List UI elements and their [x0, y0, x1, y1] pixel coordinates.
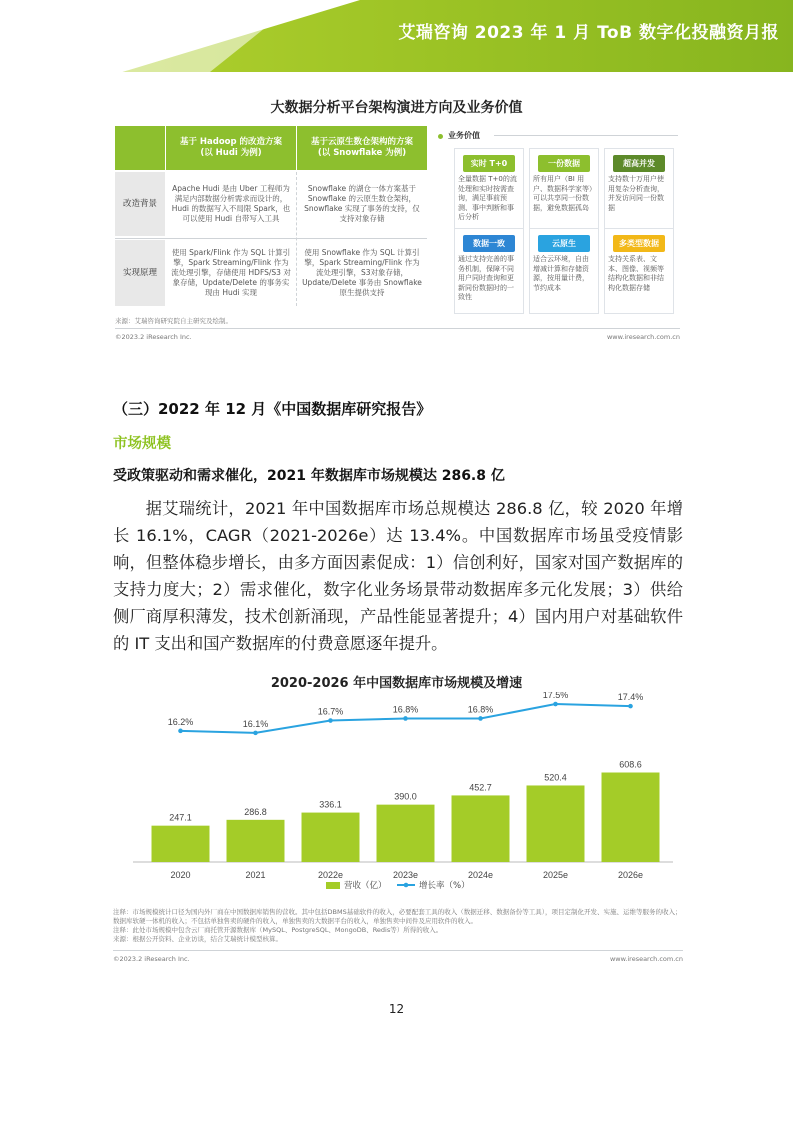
figure-source: 来源：艾瑞咨询研究院自主研究及绘制。 [115, 317, 232, 325]
line-point [403, 716, 408, 721]
value-card [604, 228, 674, 314]
value-card [454, 148, 524, 234]
bar [227, 820, 285, 862]
line-value-label: 16.1% [242, 718, 269, 729]
figure-title: 大数据分析平台架构演进方向及业务价值 [270, 100, 523, 116]
chart-title: 2020-2026 年中国数据库市场规模及增速 [270, 676, 523, 691]
chart-source: 来源：根据公开资料、企业访谈，结合艾瑞统计模型核算。 [113, 935, 282, 943]
x-tick-label: 2021 [245, 870, 266, 880]
x-tick-label: 2024e [467, 870, 494, 880]
section-heading: （三）2022 年 12 月《中国数据库研究报告》 [113, 400, 432, 418]
value-card [604, 148, 674, 234]
legend-line-label: 增长率（%） [419, 881, 470, 891]
divider [115, 328, 680, 329]
legend-bar-label: 营收（亿） [344, 881, 387, 891]
table-cell: 使用 Snowflake 作为 SQL 计算引擎，Spark Streaming/Flink 作为流处理引擎，S3对象存储，Update/Delete 事务由 Snowflake 原生提供支持 [302, 248, 422, 297]
value-card [454, 228, 524, 314]
subsection-heading: 市场规模 [113, 436, 171, 452]
value-card-text: 适合云环境，自由增减计算和存储资源，按用量计费，节约成本 [533, 255, 589, 292]
value-card-text: 全量数据 T+0的流处理和实时按需查询，满足事前预测、事中判断和事后分析 [458, 175, 517, 221]
col-head-snowflake: 基于云原生数仓架构的方案 (以 Snowflake 为例) [297, 126, 427, 170]
market-size-chart [113, 692, 683, 897]
value-card-title: 超高并发 [613, 155, 665, 172]
x-tick-label: 2026e [617, 870, 644, 880]
bar-value-label: 520.4 [544, 772, 567, 783]
chart-copyright: ©2023.2 iResearch Inc. [113, 955, 190, 963]
legend-line-marker [404, 883, 409, 888]
bar-value-label: 390.0 [394, 791, 417, 802]
bar [602, 773, 660, 863]
line-value-label: 16.8% [467, 704, 494, 715]
x-tick-label: 2023e [392, 870, 419, 880]
x-tick-label: 2022e [317, 870, 344, 880]
table-cell: Apache Hudi 是由 Uber 工程师为满足内部数据分析需求而设计的，Hudi 的数据写入不局限 Spark，也可以使用 Hudi 自带写入工具 [171, 184, 291, 223]
row-label: 改造背景 [115, 172, 165, 236]
line-value-label: 16.7% [317, 706, 344, 717]
business-value-label: 业务价值 [448, 131, 480, 140]
line-point [478, 716, 483, 721]
divider [113, 950, 683, 951]
bar-value-label: 336.1 [319, 799, 342, 810]
x-tick-label: 2025e [542, 870, 569, 880]
chart-notes [113, 908, 683, 944]
table-cell: 使用 Spark/Flink 作为 SQL 计算引擎，Spark Streaming/Flink 作为流处理引擎，存储使用 HDFS/S3 对象存储，Update/Delete 的事务实现由 Hudi 实现 [171, 248, 291, 297]
line-point [553, 702, 558, 707]
page-number: 12 [388, 1002, 405, 1016]
bar [527, 785, 585, 862]
bar-value-label: 286.8 [244, 806, 267, 817]
bar [302, 813, 360, 862]
figure-copyright: ©2023.2 iResearch Inc. [115, 333, 192, 341]
line-point [178, 729, 183, 734]
legend-bar-swatch [326, 882, 340, 889]
report-title: 艾瑞咨询 2023 年 1 月 ToB 数字化投融资月报 [398, 23, 779, 43]
value-card [529, 148, 599, 234]
bar-value-label: 452.7 [469, 782, 492, 793]
value-card-title: 一份数据 [538, 155, 590, 172]
bullet-dot [438, 134, 443, 139]
figure-website: www.iresearch.com.cn [606, 333, 680, 341]
row-label: 实现原理 [115, 240, 165, 306]
line-value-label: 16.2% [167, 716, 194, 727]
col-head-hadoop: 基于 Hadoop 的改造方案 (以 Hudi 为例) [166, 126, 296, 170]
value-card-text: 支持关系表、文本、图像、视频等结构化数据和非结构化数据存储 [608, 255, 664, 292]
business-value-panel [438, 128, 678, 314]
line-point [328, 718, 333, 723]
divider [296, 172, 298, 306]
line-value-label: 17.5% [542, 692, 569, 701]
chart-note: 注释：市场规模统计口径为国内外厂商在中国数据库销售的营收。其中包括DBMS基础软件的收入，必要配套工具的收入（数据迁移、数据备份等工具），项目定制化开发、实施、运维等服务的收入；数据库软硬一体机的收入；不包括单独售卖的硬件的收入，单独售卖的大数据平台的收入，单独售卖中间件及应用软件的收入。 [113, 908, 682, 925]
line-value-label: 16.8% [392, 704, 419, 715]
bar [377, 805, 435, 862]
bar [452, 795, 510, 862]
chart-note: 注释：此处市场规模中包含云厂商托管开源数据库（MySQL、PostgreSQL、MongoDB、Redis等）所得的收入。 [113, 926, 443, 934]
line-point [253, 731, 258, 736]
line-point [628, 704, 633, 709]
bar-value-label: 608.6 [619, 759, 642, 770]
value-card-title: 云原生 [538, 235, 590, 252]
value-card-text: 通过支持完善的事务机制，保障不同用户同时查询和更新同份数据时的一致性 [458, 255, 514, 301]
subsection-title: 受政策驱动和需求催化，2021 年数据库市场规模达 286.8 亿 [113, 468, 505, 484]
divider [115, 238, 427, 239]
value-card-text: 所有用户（BI 用户、数据科学家等）可以共享同一份数据，避免数据孤岛 [533, 175, 593, 212]
chart-website: www.iresearch.com.cn [609, 955, 683, 963]
line-value-label: 17.4% [617, 692, 644, 703]
value-card [529, 228, 599, 314]
value-card-title: 数据一致 [463, 235, 515, 252]
bar-value-label: 247.1 [169, 812, 192, 823]
bar [152, 826, 210, 862]
body-paragraph: 据艾瑞统计，2021 年中国数据库市场总规模达 286.8 亿，较 2020 年增长 16.1%，CAGR（2021-2026e）达 13.4%。中国数据库市场虽受疫情影响，但整体稳步增长，由多方面因素促成：1）信创利好，国家对国产数据库的支持力度大；2）需求催化，数字化业务场景带动数据库多元化发展；3）供给侧厂商厚积薄发，技术创新涌现，产品性能显著提升；4）国内用户对基础软件的 IT 支出和国产数据库的付费意愿逐年提升。 [113, 499, 683, 653]
architecture-table [115, 126, 427, 306]
value-card-text: 支持数十万用户使用复杂分析查询，并发访问同一份数据 [608, 175, 664, 212]
value-card-title: 实时 T+0 [463, 155, 515, 172]
x-tick-label: 2020 [170, 870, 191, 880]
value-card-title: 多类型数据 [613, 235, 665, 252]
table-cell: Snowflake 的湖仓一体方案基于 Snowflake 的云原生数仓架构，Snowflake 实现了事务的支持，仅支持对象存储 [304, 184, 420, 223]
